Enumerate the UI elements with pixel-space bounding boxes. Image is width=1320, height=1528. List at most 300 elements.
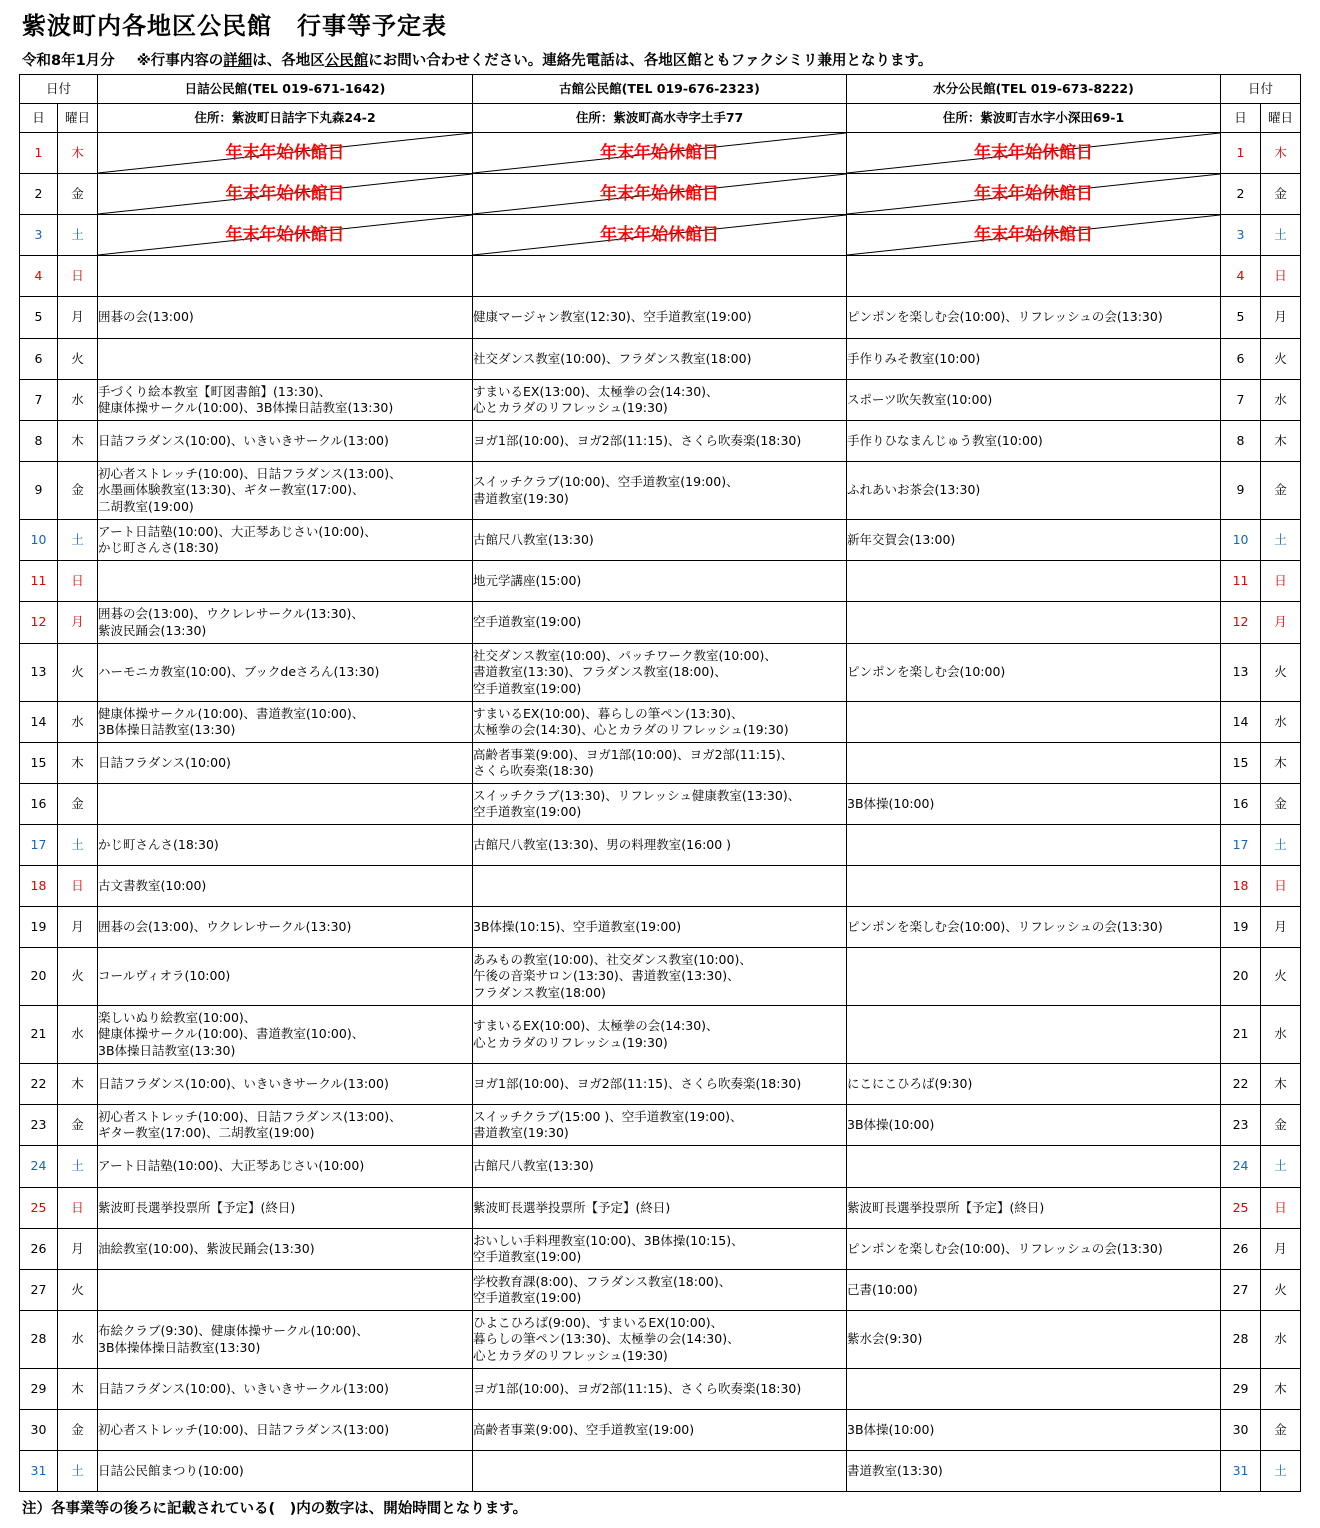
event-line: 空手道教室(19:00) xyxy=(473,1249,582,1264)
weekday: 月 xyxy=(58,907,98,948)
closed-cell-hizume xyxy=(98,215,473,256)
closed-cell-hizume xyxy=(98,133,473,174)
subtitle-text-c: にお問い合わせください。連絡先電話は、各地区館ともファクシミリ兼用となります。 xyxy=(368,53,933,69)
event-line: ヨガ1部(10:00)、ヨガ2部(11:15)、さくら吹奏楽(18:30) xyxy=(473,432,802,448)
event-line: 新年交賀会(13:00) xyxy=(847,531,956,547)
event-line: 古館尺八教室(13:30)、男の料理教室(16:00 ) xyxy=(473,836,732,852)
day-number: 5 xyxy=(1221,297,1261,339)
weekday: 月 xyxy=(58,1229,98,1270)
event-cell-furudate xyxy=(473,256,847,297)
schedule-table xyxy=(19,74,1301,1492)
event-line: 日詰フラダンス(10:00) xyxy=(98,754,231,770)
weekday: 日 xyxy=(1261,866,1301,907)
event-line: 空手道教室(19:00) xyxy=(473,614,582,630)
day-number: 18 xyxy=(20,866,58,907)
event-cell-hizume xyxy=(98,1064,473,1105)
weekday: 木 xyxy=(1261,133,1301,174)
weekday: 土 xyxy=(1261,825,1301,866)
event-cell-furudate xyxy=(473,462,847,520)
weekday: 火 xyxy=(1261,948,1301,1006)
weekday: 水 xyxy=(1261,1006,1301,1064)
closed-cell-mizuwake xyxy=(847,133,1221,174)
weekday: 土 xyxy=(58,215,98,256)
table-row xyxy=(20,1270,1301,1311)
weekday: 火 xyxy=(58,948,98,1006)
table-row xyxy=(20,866,1301,907)
header-row-1 xyxy=(20,75,1301,104)
event-cell-mizuwake xyxy=(847,825,1221,866)
table-row xyxy=(20,339,1301,380)
closed-label: 年末年始休館日 xyxy=(974,183,1094,204)
day-number: 12 xyxy=(1221,602,1261,644)
event-cell-hizume xyxy=(98,1451,473,1492)
weekday: 月 xyxy=(1261,602,1301,644)
event-line: ピンポンを楽しむ会(10:00) xyxy=(847,664,1006,680)
event-line: コールヴィオラ(10:00) xyxy=(98,968,231,984)
event-line: スイッチクラブ(15:00 )、空手道教室(19:00)、 xyxy=(473,1108,743,1124)
event-line: スイッチクラブ(13:30)、リフレッシュ健康教室(13:30)、 xyxy=(473,787,801,803)
weekday: 金 xyxy=(58,784,98,825)
day-number: 30 xyxy=(20,1410,58,1451)
subtitle xyxy=(22,49,932,70)
day-number: 13 xyxy=(20,644,58,702)
event-line: 3B体操日詰教室(13:30) xyxy=(98,1042,236,1058)
event-cell-mizuwake xyxy=(847,297,1221,339)
event-line: ふれあいお茶会(13:30) xyxy=(847,482,981,498)
day-header-right: 日 xyxy=(1221,104,1261,133)
weekday: 水 xyxy=(1261,1311,1301,1369)
day-number: 15 xyxy=(1221,743,1261,784)
event-cell-mizuwake xyxy=(847,702,1221,743)
weekday: 土 xyxy=(1261,1451,1301,1492)
event-cell-hizume xyxy=(98,825,473,866)
event-line: 太極拳の会(14:30)、心とカラダのリフレッシュ(19:30) xyxy=(473,722,789,737)
table-row xyxy=(20,1369,1301,1410)
event-cell-hizume xyxy=(98,339,473,380)
event-cell-mizuwake xyxy=(847,644,1221,702)
event-cell-mizuwake xyxy=(847,1105,1221,1146)
event-line: 紫波町長選挙投票所【予定】(終日) xyxy=(847,1199,1045,1215)
event-line: 二胡教室(19:00) xyxy=(98,498,194,514)
weekday: 木 xyxy=(1261,1064,1301,1105)
event-line: 初心者ストレッチ(10:00)、日詰フラダンス(13:00) xyxy=(98,1421,390,1437)
table-row xyxy=(20,784,1301,825)
weekday: 火 xyxy=(58,339,98,380)
event-line: かじ町さんさ(18:30) xyxy=(98,540,219,555)
event-line: 健康体操サークル(10:00)、書道教室(10:00)、 xyxy=(98,1026,365,1042)
table-row xyxy=(20,1410,1301,1451)
event-line: 日詰フラダンス(10:00)、いきいきサークル(13:00) xyxy=(98,1380,389,1396)
day-number: 25 xyxy=(1221,1188,1261,1229)
weekday: 土 xyxy=(1261,215,1301,256)
event-line: 己書(10:00) xyxy=(847,1281,918,1297)
event-cell-hizume xyxy=(98,520,473,561)
event-line: 3B体操(10:00) xyxy=(847,1421,935,1437)
event-line: 手づくり絵本教室【町図書館】(13:30)、 xyxy=(98,383,332,399)
table-row xyxy=(20,380,1301,421)
event-line: すまいるEX(10:00)、暮らしの筆ペン(13:30)、 xyxy=(473,705,744,721)
day-number: 26 xyxy=(20,1229,58,1270)
event-cell-hizume xyxy=(98,1311,473,1369)
day-number: 21 xyxy=(20,1006,58,1064)
event-line: 古文書教室(10:00) xyxy=(98,877,207,893)
event-line: 油絵教室(10:00)、紫波民踊会(13:30) xyxy=(98,1240,315,1256)
event-cell-mizuwake xyxy=(847,1006,1221,1064)
event-cell-furudate xyxy=(473,1146,847,1188)
event-line: 3B体操日詰教室(13:30) xyxy=(98,722,236,737)
event-cell-hizume xyxy=(98,948,473,1006)
day-number: 1 xyxy=(20,133,58,174)
table-row xyxy=(20,421,1301,462)
event-cell-mizuwake xyxy=(847,561,1221,602)
weekday: 金 xyxy=(1261,462,1301,520)
event-line: 午後の音楽サロン(13:30)、書道教室(13:30)、 xyxy=(473,968,740,984)
day-number: 17 xyxy=(1221,825,1261,866)
event-cell-furudate xyxy=(473,520,847,561)
weekday: 水 xyxy=(58,380,98,421)
event-cell-furudate xyxy=(473,602,847,644)
event-cell-furudate xyxy=(473,1451,847,1492)
event-cell-mizuwake xyxy=(847,948,1221,1006)
event-line: 紫波町長選挙投票所【予定】(終日) xyxy=(473,1199,671,1215)
weekday: 金 xyxy=(58,1410,98,1451)
event-line: 空手道教室(19:00) xyxy=(473,1290,582,1305)
event-line: 学校教育課(8:00)、フラダンス教室(18:00)、 xyxy=(473,1273,732,1289)
event-line: 手作りひなまんじゅう教室(10:00) xyxy=(847,432,1043,448)
closed-label: 年末年始休館日 xyxy=(600,142,720,163)
day-number: 27 xyxy=(1221,1270,1261,1311)
weekday: 日 xyxy=(1261,561,1301,602)
subtitle-underline-2: 公民館 xyxy=(324,53,369,69)
day-number: 26 xyxy=(1221,1229,1261,1270)
weekday: 月 xyxy=(1261,297,1301,339)
table-row xyxy=(20,215,1301,256)
event-line: 心とカラダのリフレッシュ(19:30) xyxy=(473,400,668,415)
table-row xyxy=(20,948,1301,1006)
event-line: 3B体操(10:15)、空手道教室(19:00) xyxy=(473,918,682,934)
event-line: おいしい手料理教室(10:00)、3B体操(10:15)、 xyxy=(473,1232,744,1248)
event-cell-hizume xyxy=(98,256,473,297)
event-cell-mizuwake xyxy=(847,462,1221,520)
table-row xyxy=(20,644,1301,702)
event-line: あみもの教室(10:00)、社交ダンス教室(10:00)、 xyxy=(473,952,752,968)
footnote: 注）各事業等の後ろに記載されている( )内の数字は、開始時間となります。 xyxy=(22,1501,528,1517)
event-cell-hizume xyxy=(98,1105,473,1146)
day-number: 9 xyxy=(1221,462,1261,520)
weekday: 月 xyxy=(58,602,98,644)
event-line: 古館尺八教室(13:30) xyxy=(473,1158,594,1174)
event-cell-furudate xyxy=(473,380,847,421)
event-line: 水墨画体験教室(13:30)、ギター教室(17:00)、 xyxy=(98,482,365,498)
event-line: 3B体操体操日詰教室(13:30) xyxy=(98,1339,261,1355)
weekday: 土 xyxy=(58,520,98,561)
weekday: 水 xyxy=(1261,380,1301,421)
weekday: 月 xyxy=(58,297,98,339)
event-cell-mizuwake xyxy=(847,602,1221,644)
event-cell-hizume xyxy=(98,1229,473,1270)
day-number: 20 xyxy=(20,948,58,1006)
weekday: 火 xyxy=(1261,644,1301,702)
event-line: かじ町さんさ(18:30) xyxy=(98,836,219,852)
weekday: 木 xyxy=(58,743,98,784)
event-line: 健康マージャン教室(12:30)、空手道教室(19:00) xyxy=(473,309,752,325)
day-number: 22 xyxy=(20,1064,58,1105)
weekday: 火 xyxy=(1261,1270,1301,1311)
weekday: 土 xyxy=(58,1146,98,1188)
event-cell-hizume xyxy=(98,1410,473,1451)
event-cell-hizume xyxy=(98,421,473,462)
event-cell-hizume xyxy=(98,1188,473,1229)
table-row xyxy=(20,561,1301,602)
weekday: 火 xyxy=(58,1270,98,1311)
event-line: ピンポンを楽しむ会(10:00)、リフレッシュの会(13:30) xyxy=(847,1240,1163,1256)
event-cell-furudate xyxy=(473,1311,847,1369)
event-line: 楽しいぬり絵教室(10:00)、 xyxy=(98,1010,257,1026)
table-row xyxy=(20,1451,1301,1492)
weekday: 水 xyxy=(58,1311,98,1369)
day-number: 3 xyxy=(20,215,58,256)
day-number: 8 xyxy=(1221,421,1261,462)
event-line: スイッチクラブ(10:00)、空手道教室(19:00)、 xyxy=(473,474,739,490)
weekday: 金 xyxy=(1261,174,1301,215)
table-row xyxy=(20,702,1301,743)
event-cell-mizuwake xyxy=(847,1311,1221,1369)
weekday: 月 xyxy=(1261,1229,1301,1270)
event-line: 紫波町長選挙投票所【予定】(終日) xyxy=(98,1199,296,1215)
event-line: フラダンス教室(18:00) xyxy=(473,984,606,1000)
weekday: 日 xyxy=(1261,1188,1301,1229)
hall-header-mizuwake: 水分公民館(TEL 019-673-8222) xyxy=(847,75,1221,104)
weekday: 日 xyxy=(58,561,98,602)
event-line: 社交ダンス教室(10:00)、フラダンス教室(18:00) xyxy=(473,350,752,366)
day-number: 28 xyxy=(20,1311,58,1369)
event-cell-hizume xyxy=(98,866,473,907)
page-title: 紫波町内各地区公民館 行事等予定表 xyxy=(22,12,447,40)
event-cell-furudate xyxy=(473,339,847,380)
event-cell-mizuwake xyxy=(847,1410,1221,1451)
day-number: 29 xyxy=(1221,1369,1261,1410)
weekday: 日 xyxy=(58,1188,98,1229)
day-number: 6 xyxy=(20,339,58,380)
day-number: 31 xyxy=(1221,1451,1261,1492)
day-number: 17 xyxy=(20,825,58,866)
event-line: アート日詰塾(10:00)、大正琴あじさい(10:00)、 xyxy=(98,523,377,539)
event-cell-furudate xyxy=(473,1064,847,1105)
day-number: 10 xyxy=(20,520,58,561)
event-line: 空手道教室(19:00) xyxy=(473,804,582,819)
closed-cell-furudate xyxy=(473,215,847,256)
event-line: ハーモニカ教室(10:00)、ブックdeさろん(13:30) xyxy=(98,664,380,680)
weekday: 水 xyxy=(1261,702,1301,743)
event-cell-mizuwake xyxy=(847,339,1221,380)
day-number: 1 xyxy=(1221,133,1261,174)
event-line: 書道教室(13:30) xyxy=(847,1462,943,1478)
table-row xyxy=(20,133,1301,174)
event-cell-mizuwake xyxy=(847,1064,1221,1105)
subtitle-text-a: ※行事内容の xyxy=(136,53,224,69)
event-line: にこにこひろば(9:30) xyxy=(847,1075,973,1091)
event-line: 書道教室(19:30) xyxy=(473,1125,569,1140)
day-number: 23 xyxy=(20,1105,58,1146)
closed-cell-mizuwake xyxy=(847,215,1221,256)
closed-label: 年末年始休館日 xyxy=(600,224,720,245)
event-cell-furudate xyxy=(473,1410,847,1451)
event-cell-mizuwake xyxy=(847,1146,1221,1188)
event-line: ひよこひろば(9:00)、すまいるEX(10:00)、 xyxy=(473,1315,724,1331)
event-line: 空手道教室(19:00) xyxy=(473,680,582,696)
date-header-left: 日付 xyxy=(20,75,98,104)
event-line: 囲碁の会(13:00) xyxy=(98,309,194,325)
day-number: 14 xyxy=(20,702,58,743)
event-line: 日詰フラダンス(10:00)、いきいきサークル(13:00) xyxy=(98,432,389,448)
weekday: 木 xyxy=(1261,743,1301,784)
hall-header-furudate: 古館公民館(TEL 019-676-2323) xyxy=(473,75,847,104)
event-line: 初心者ストレッチ(10:00)、日詰フラダンス(13:00)、 xyxy=(98,466,402,482)
weekday: 日 xyxy=(58,256,98,297)
event-cell-hizume xyxy=(98,644,473,702)
event-cell-furudate xyxy=(473,948,847,1006)
weekday-header-right: 曜日 xyxy=(1261,104,1301,133)
weekday: 土 xyxy=(58,1451,98,1492)
weekday: 火 xyxy=(58,644,98,702)
weekday: 金 xyxy=(1261,1410,1301,1451)
event-line: 心とカラダのリフレッシュ(19:30) xyxy=(473,1034,668,1050)
day-number: 19 xyxy=(1221,907,1261,948)
event-line: アート日詰塾(10:00)、大正琴あじさい(10:00) xyxy=(98,1158,365,1174)
event-line: 地元学講座(15:00) xyxy=(473,572,582,588)
day-number: 10 xyxy=(1221,520,1261,561)
event-cell-furudate xyxy=(473,644,847,702)
weekday: 日 xyxy=(58,866,98,907)
event-cell-furudate xyxy=(473,1369,847,1410)
day-number: 29 xyxy=(20,1369,58,1410)
event-cell-furudate xyxy=(473,866,847,907)
day-number: 14 xyxy=(1221,702,1261,743)
event-cell-mizuwake xyxy=(847,256,1221,297)
table-row xyxy=(20,462,1301,520)
event-cell-mizuwake xyxy=(847,421,1221,462)
event-line: 書道教室(19:30) xyxy=(473,490,569,506)
header-row-2 xyxy=(20,104,1301,133)
subtitle-text-b: は、各地区 xyxy=(252,53,325,69)
day-number: 8 xyxy=(20,421,58,462)
table-row xyxy=(20,825,1301,866)
event-cell-hizume xyxy=(98,1270,473,1311)
weekday: 木 xyxy=(58,1369,98,1410)
event-cell-furudate xyxy=(473,784,847,825)
event-line: 高齢者事業(9:00)、ヨガ1部(10:00)、ヨガ2部(11:15)、 xyxy=(473,746,794,762)
event-cell-furudate xyxy=(473,907,847,948)
day-number: 2 xyxy=(20,174,58,215)
event-line: ピンポンを楽しむ会(10:00)、リフレッシュの会(13:30) xyxy=(847,309,1163,325)
hall-address-furudate: 住所：紫波町高水寺字土手77 xyxy=(473,104,847,133)
day-number: 31 xyxy=(20,1451,58,1492)
closed-label: 年末年始休館日 xyxy=(974,224,1094,245)
event-cell-hizume xyxy=(98,702,473,743)
table-row xyxy=(20,1311,1301,1369)
event-cell-hizume xyxy=(98,380,473,421)
day-number: 23 xyxy=(1221,1105,1261,1146)
table-row xyxy=(20,907,1301,948)
day-number: 20 xyxy=(1221,948,1261,1006)
event-line: 健康体操サークル(10:00)、書道教室(10:00)、 xyxy=(98,705,365,721)
closed-cell-furudate xyxy=(473,174,847,215)
event-line: 3B体操(10:00) xyxy=(847,795,935,811)
event-cell-mizuwake xyxy=(847,520,1221,561)
event-line: 囲碁の会(13:00)、ウクレレサークル(13:30)、 xyxy=(98,606,364,622)
day-header-left: 日 xyxy=(20,104,58,133)
day-number: 3 xyxy=(1221,215,1261,256)
event-line: 日詰フラダンス(10:00)、いきいきサークル(13:00) xyxy=(98,1075,389,1091)
table-row xyxy=(20,1229,1301,1270)
event-cell-mizuwake xyxy=(847,743,1221,784)
closed-cell-furudate xyxy=(473,133,847,174)
event-cell-furudate xyxy=(473,825,847,866)
event-cell-furudate xyxy=(473,1188,847,1229)
event-cell-furudate xyxy=(473,702,847,743)
hall-header-hizume: 日詰公民館(TEL 019-671-1642) xyxy=(98,75,473,104)
event-line: 布絵クラブ(9:30)、健康体操サークル(10:00)、 xyxy=(98,1323,369,1339)
closed-label: 年末年始休館日 xyxy=(225,183,345,204)
closed-label: 年末年始休館日 xyxy=(225,224,345,245)
event-line: 健康体操サークル(10:00)、3B体操日詰教室(13:30) xyxy=(98,400,394,415)
table-row xyxy=(20,256,1301,297)
event-cell-hizume xyxy=(98,1369,473,1410)
table-row xyxy=(20,1064,1301,1105)
weekday: 木 xyxy=(58,1064,98,1105)
event-line: 書道教室(13:30)、フラダンス教室(18:00)、 xyxy=(473,664,727,680)
weekday: 木 xyxy=(1261,1369,1301,1410)
event-line: 囲碁の会(13:00)、ウクレレサークル(13:30) xyxy=(98,918,352,934)
table-row xyxy=(20,520,1301,561)
weekday: 月 xyxy=(1261,907,1301,948)
closed-label: 年末年始休館日 xyxy=(600,183,720,204)
event-cell-mizuwake xyxy=(847,907,1221,948)
day-number: 6 xyxy=(1221,339,1261,380)
table-row xyxy=(20,174,1301,215)
event-cell-furudate xyxy=(473,421,847,462)
day-number: 24 xyxy=(1221,1146,1261,1188)
event-line: すまいるEX(10:00)、太極拳の会(14:30)、 xyxy=(473,1018,719,1034)
day-number: 12 xyxy=(20,602,58,644)
day-number: 7 xyxy=(1221,380,1261,421)
day-number: 4 xyxy=(20,256,58,297)
event-cell-furudate xyxy=(473,561,847,602)
day-number: 21 xyxy=(1221,1006,1261,1064)
event-cell-hizume xyxy=(98,1006,473,1064)
table-row xyxy=(20,1146,1301,1188)
day-number: 18 xyxy=(1221,866,1261,907)
weekday: 火 xyxy=(1261,339,1301,380)
event-line: すまいるEX(13:00)、太極拳の会(14:30)、 xyxy=(473,383,719,399)
event-cell-hizume xyxy=(98,297,473,339)
event-cell-furudate xyxy=(473,297,847,339)
weekday: 水 xyxy=(58,1006,98,1064)
day-number: 5 xyxy=(20,297,58,339)
day-number: 9 xyxy=(20,462,58,520)
day-number: 25 xyxy=(20,1188,58,1229)
event-cell-mizuwake xyxy=(847,1188,1221,1229)
event-cell-hizume xyxy=(98,1146,473,1188)
weekday: 土 xyxy=(1261,1146,1301,1188)
event-line: ヨガ1部(10:00)、ヨガ2部(11:15)、さくら吹奏楽(18:30) xyxy=(473,1075,802,1091)
table-row xyxy=(20,1006,1301,1064)
event-line: 暮らしの筆ペン(13:30)、太極拳の会(14:30)、 xyxy=(473,1331,740,1347)
closed-label: 年末年始休館日 xyxy=(225,142,345,163)
weekday: 金 xyxy=(1261,784,1301,825)
event-line: ギター教室(17:00)、二胡教室(19:00) xyxy=(98,1125,315,1140)
event-cell-furudate xyxy=(473,1105,847,1146)
